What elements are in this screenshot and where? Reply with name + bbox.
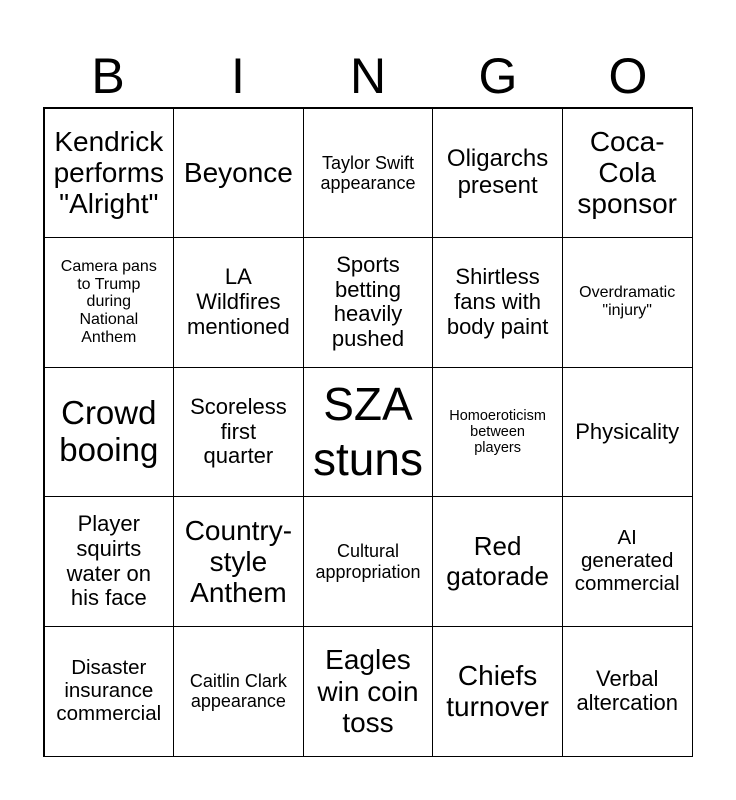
bingo-cell[interactable] — [44, 367, 175, 498]
bingo-cell[interactable] — [432, 626, 563, 757]
cell-text: AI generated commercial — [574, 526, 680, 596]
cell-text: Physicality — [575, 418, 680, 444]
cell-text: Eagles win coin toss — [317, 644, 419, 738]
bingo-cell[interactable] — [173, 237, 304, 368]
bingo-cell[interactable] — [562, 367, 693, 498]
bingo-cell[interactable] — [432, 496, 563, 627]
bingo-cell[interactable] — [173, 367, 304, 498]
bingo-cell[interactable] — [303, 626, 434, 757]
bingo-cell[interactable] — [562, 496, 693, 627]
bingo-cell[interactable] — [173, 108, 304, 239]
cell-text: SZA stuns — [313, 377, 423, 485]
header-letter-b: B — [91, 48, 125, 104]
bingo-cell[interactable] — [44, 237, 175, 368]
cell-text: Chiefs turnover — [446, 659, 549, 723]
cell-text: Beyonce — [183, 157, 293, 189]
cell-text: Caitlin Clark appearance — [189, 671, 287, 712]
header-letter-i: I — [231, 48, 245, 104]
header-letter-n: N — [349, 48, 387, 104]
bingo-cell[interactable] — [562, 626, 693, 757]
cell-text: Coca- Cola sponsor — [577, 125, 677, 220]
bingo-cell[interactable] — [432, 108, 563, 239]
bingo-cell[interactable] — [44, 626, 175, 757]
cell-text: Oligarchs present — [446, 144, 549, 199]
bingo-cell[interactable] — [303, 496, 434, 627]
bingo-cell[interactable] — [173, 496, 304, 627]
cell-text: LA Wildfires mentioned — [187, 264, 290, 339]
bingo-cell[interactable] — [303, 108, 434, 239]
cell-text: Player squirts water on his face — [66, 511, 151, 611]
cell-text: Country- style Anthem — [184, 514, 293, 609]
cell-text: Disaster insurance commercial — [56, 655, 162, 725]
bingo-cell[interactable] — [562, 237, 693, 368]
cell-text: Shirtless fans with body paint — [446, 264, 549, 339]
cell-text: Taylor Swift appearance — [320, 152, 416, 193]
bingo-cell[interactable] — [562, 108, 693, 239]
bingo-cell[interactable] — [303, 367, 434, 498]
cell-text: Red gatorade — [446, 531, 549, 591]
bingo-cell[interactable] — [432, 237, 563, 368]
cell-text: Scoreless first quarter — [190, 394, 287, 469]
bingo-cell[interactable] — [303, 237, 434, 368]
cell-text: Sports betting heavily pushed — [331, 252, 405, 352]
cell-text: Homoeroticism between players — [449, 407, 546, 457]
bingo-board — [43, 107, 693, 757]
cell-text: Overdramatic "injury" — [579, 284, 676, 320]
bingo-header — [43, 44, 693, 108]
cell-text: Cultural appropriation — [315, 541, 421, 582]
header-letter-o: O — [608, 48, 648, 104]
header-letter-g: G — [478, 48, 518, 104]
cell-text: Camera pans to Trump during National Anthem — [60, 257, 157, 347]
cell-text: Kendrick performs "Alright" — [53, 125, 165, 220]
bingo-cell[interactable] — [44, 496, 175, 627]
bingo-cell[interactable] — [173, 626, 304, 757]
cell-text: Verbal altercation — [576, 665, 678, 716]
bingo-cell[interactable] — [44, 108, 175, 239]
bingo-cell[interactable] — [432, 367, 563, 498]
cell-text: Crowd booing — [59, 394, 159, 468]
